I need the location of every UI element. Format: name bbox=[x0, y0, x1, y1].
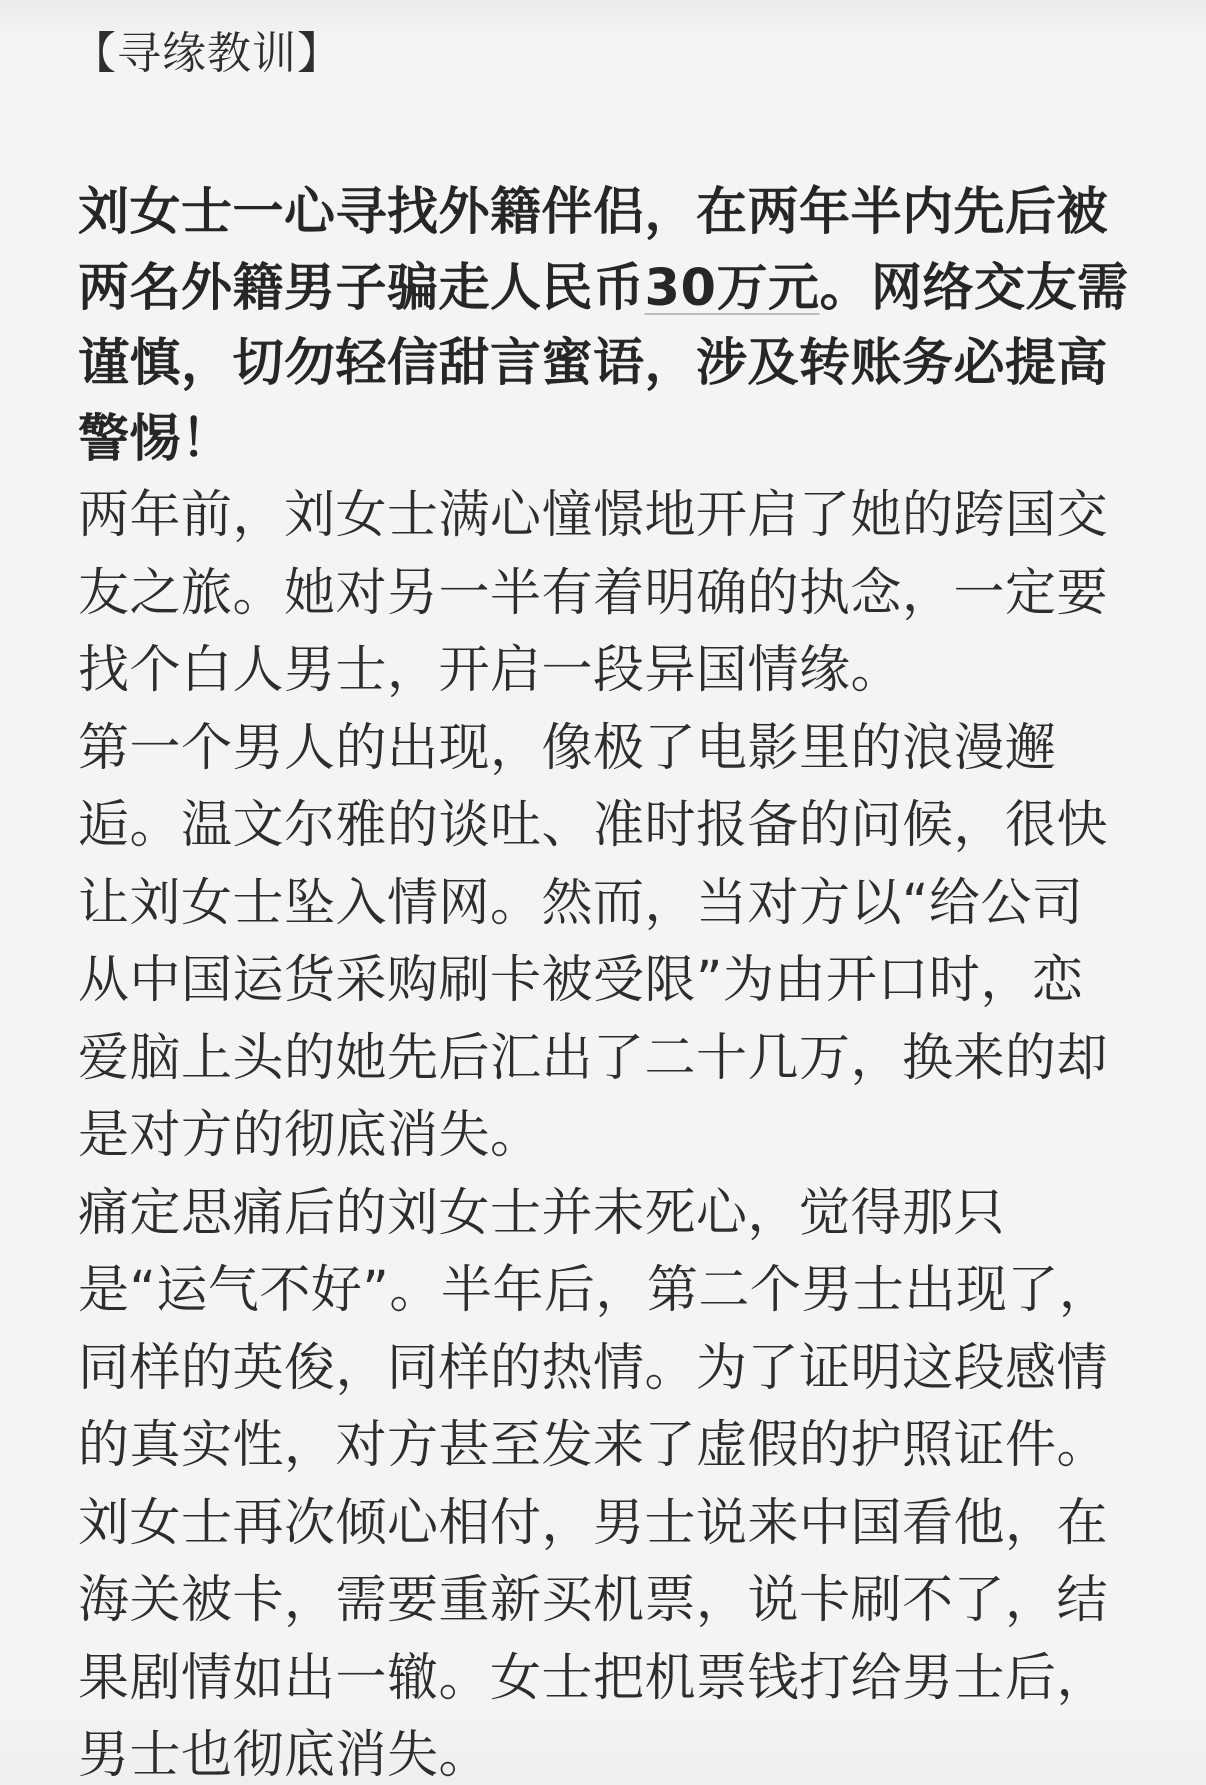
lead-text-after: 。网络交友需谨慎，切勿轻信甜言蜜语，涉及转账务必提高警惕！ bbox=[78, 258, 1129, 469]
amount-link[interactable]: 30万元 bbox=[644, 258, 820, 318]
body-paragraph-2: 第一个男人的出现，像极了电影里的浪漫邂逅。温文尔雅的谈吐、准时报备的问候，很快让刘女士坠入情网。然而，当对方以“给公司从中国运货采购刷卡被受限”为由开口时，恋爱脑上头的她先后汇出了二十几万，换来的却是对方的彻底消失。 bbox=[78, 718, 1109, 1165]
article-body bbox=[78, 175, 1133, 1785]
article-title: 【寻缘教训】 bbox=[72, 28, 342, 79]
lead-text-before: 刘女士一心寻找外籍伴侣，在两年半内先后被两名外籍男子骗走人民币 bbox=[78, 183, 1109, 318]
body-paragraph-1: 两年前，刘女士满心憧憬地开启了她的跨国交友之旅。她对另一半有着明确的执念，一定要找个白人男士，开启一段异国情缘。 bbox=[78, 486, 1109, 700]
body-paragraph-3: 痛定思痛后的刘女士并未死心，觉得那只是“运气不好”。半年后，第二个男士出现了，同样的英俊，同样的热情。为了证明这段感情的真实性，对方甚至发来了虚假的护照证件。刘女士再次倾心相付，男士说来中国看他，在海关被卡，需要重新买机票，说卡刷不了，结果剧情如出一辙。女士把机票钱打给男士后，男士也彻底消失。 bbox=[78, 1183, 1111, 1785]
lead-paragraph bbox=[78, 175, 1133, 477]
